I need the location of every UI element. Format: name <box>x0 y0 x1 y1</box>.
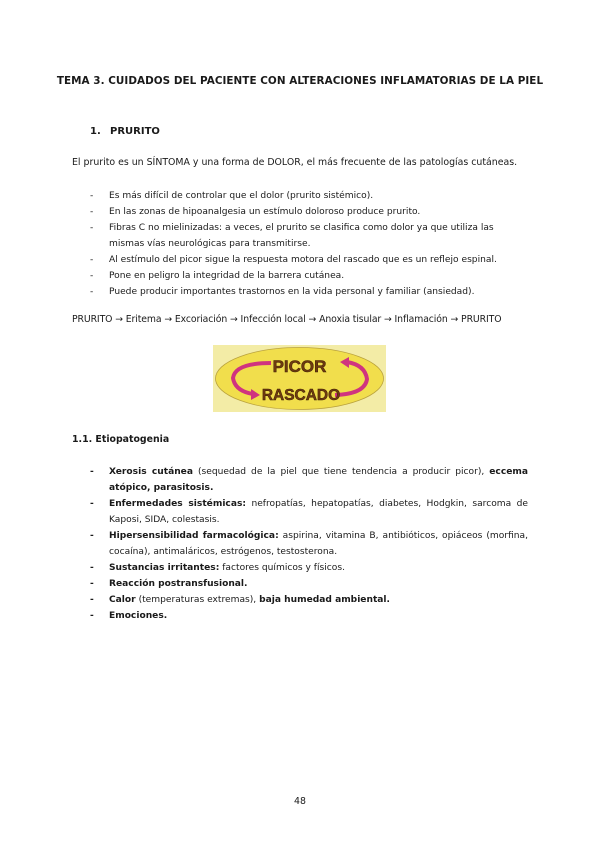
list-item: - Calor (temperaturas extremas), baja humedad ambiental. <box>90 592 528 608</box>
list-item: - Puede producir importantes trastornos en la vida personal y familiar (ansiedad). <box>90 284 520 300</box>
section-number: 1. <box>90 126 101 137</box>
list-item: - Al estímulo del picor sigue la respuesta motora del rascado que es un reflejo espinal. <box>90 252 520 268</box>
picor-rascado-diagram <box>213 345 386 412</box>
etiopatogenia-list <box>90 464 528 624</box>
rascado-label: RASCADO <box>261 387 341 404</box>
subsection-heading: 1.1. Etiopatogenia <box>72 434 170 445</box>
list-item: - Fibras C no mielinizadas: a veces, el prurito se clasifica como dolor ya que utiliza las mismas vías neurológicas para transmitirse. <box>90 220 520 252</box>
list-item: - Enfermedades sistémicas: nefropatías, hepatopatías, diabetes, Hodgkin, sarcoma de Kaposi, SIDA, colestasis. <box>90 496 528 528</box>
picor-rascado-figure <box>213 345 386 412</box>
section-label: PRURITO <box>110 126 160 137</box>
prurito-cycle-text: PRURITO → Eritema → Excoriación → Infección local → Anoxia tisular → Inflamación → PRURITO <box>72 314 502 325</box>
list-item: - Hipersensibilidad farmacológica: aspirina, vitamina B, antibióticos, opiáceos (morfina, cocaína), antimaláricos, estrógenos, testosterona. <box>90 528 528 560</box>
list-item: - En las zonas de hipoanalgesia un estímulo doloroso produce prurito. <box>90 204 520 220</box>
list-item: - Sustancias irritantes: factores químicos y físicos. <box>90 560 528 576</box>
page-number: 48 <box>294 796 306 807</box>
picor-label: PICOR <box>272 357 327 376</box>
intro-paragraph: El prurito es un SÍNTOMA y una forma de DOLOR, el más frecuente de las patologías cutáneas. <box>72 157 518 168</box>
page-title: TEMA 3. CUIDADOS DEL PACIENTE CON ALTERACIONES INFLAMATORIAS DE LA PIEL <box>56 75 544 87</box>
list-item: - Es más difícil de controlar que el dolor (prurito sistémico). <box>90 188 520 204</box>
prurito-list <box>90 188 520 300</box>
list-item: - Pone en peligro la integridad de la barrera cutánea. <box>90 268 520 284</box>
list-item: - Emociones. <box>90 608 528 624</box>
list-item: - Reacción postransfusional. <box>90 576 528 592</box>
list-item: - Xerosis cutánea (sequedad de la piel que tiene tendencia a producir picor), eccema atópico, parasitosis. <box>90 464 528 496</box>
section-heading <box>90 126 160 137</box>
